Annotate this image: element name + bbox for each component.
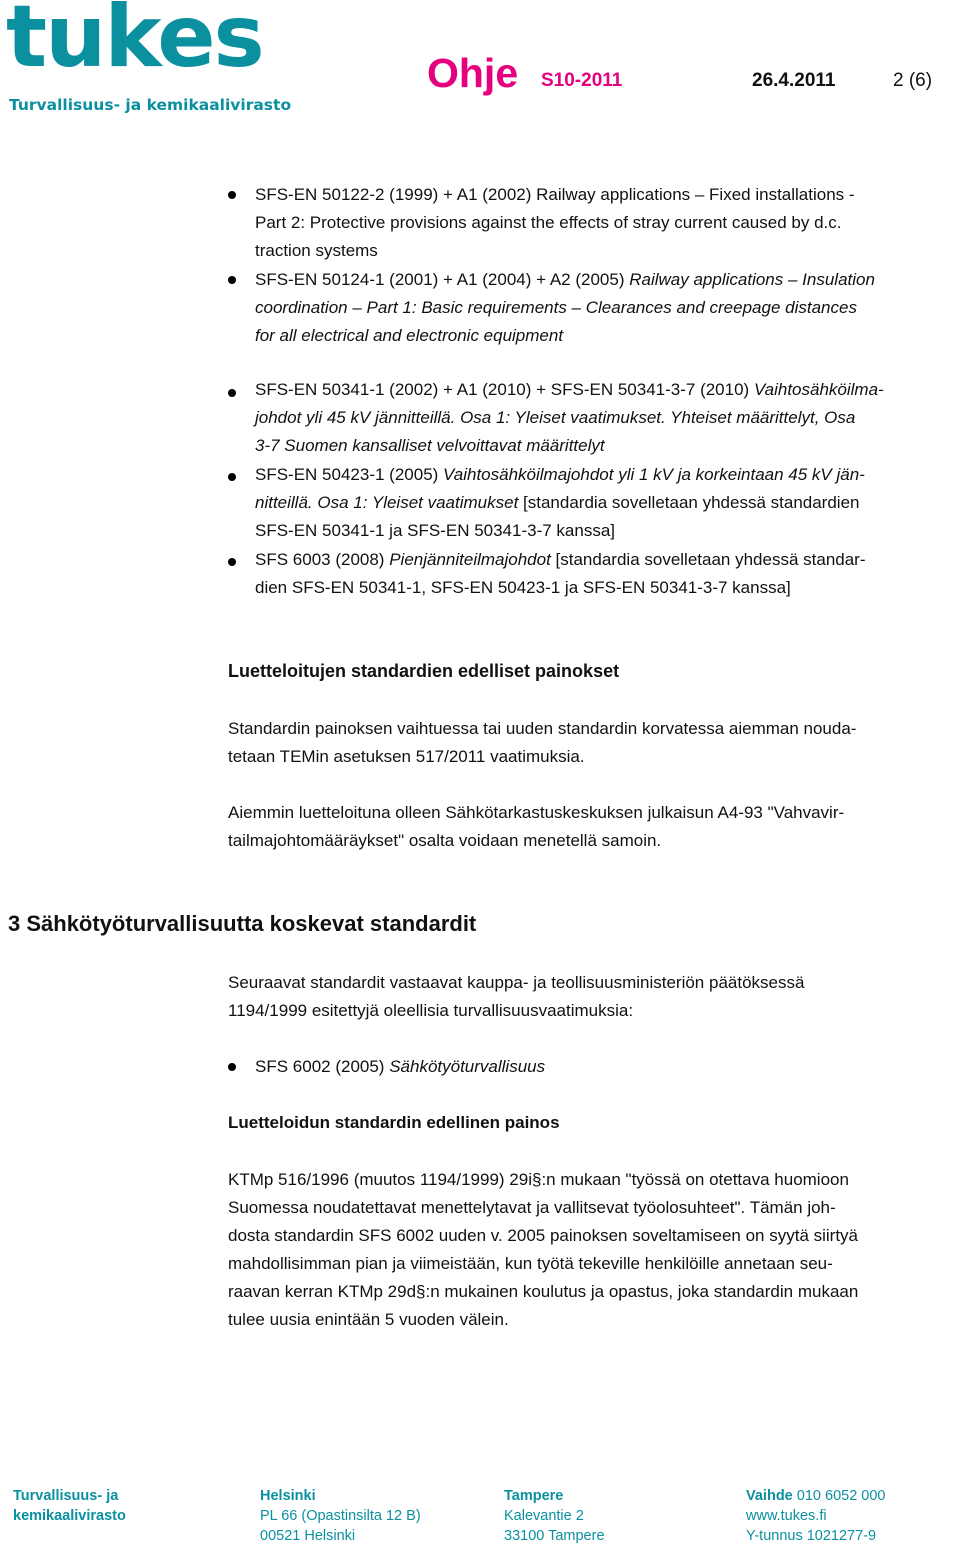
list-item-text: SFS-EN 50423-1 (2005) Vaihtosähköilmajohdot yli 1 kV ja korkeintaan 45 kV jän- — [255, 465, 865, 484]
doc-type: Ohje — [427, 50, 519, 96]
list-item-text: SFS 6003 (2008) Pienjänniteilmajohdot [standardia sovelletaan yhdessä standar- — [255, 550, 866, 569]
bullet-icon — [228, 191, 236, 199]
list-item-text: SFS-EN 50124-1 (2001) + A1 (2004) + A2 (2005) Railway applications – Insulation — [255, 270, 875, 289]
paragraph-line: Aiemmin luetteloituna olleen Sähkötarkastuskeskuksen julkaisun A4-93 "Vahvavir- — [228, 803, 845, 822]
paragraph-line: Standardin painoksen vaihtuessa tai uuden standardin korvatessa aiemman nouda- — [228, 719, 857, 738]
bullet-icon — [228, 473, 236, 481]
tukes-logo: tukes — [6, 0, 263, 87]
list-item-text: dien SFS-EN 50341-1, SFS-EN 50423-1 ja SFS-EN 50341-3-7 kanssa] — [255, 578, 791, 597]
paragraph-line: dosta standardin SFS 6002 uuden v. 2005 painoksen soveltamiseen on syytä siirtyä — [228, 1226, 859, 1245]
list-item-text: nitteillä. Osa 1: Yleiset vaatimukset [standardia sovelletaan yhdessä standardien — [255, 493, 860, 512]
list-item-text: coordination – Part 1: Basic requirements – Clearances and creepage distances — [255, 298, 857, 317]
bullet-icon — [228, 1063, 236, 1071]
list-item-text: SFS-EN 50122-2 (1999) + A1 (2002) Railway applications – Fixed installations - — [255, 185, 855, 204]
list-item-text: SFS-EN 50341-1 ja SFS-EN 50341-3-7 kanssa] — [255, 521, 616, 540]
paragraph-line: KTMp 516/1996 (muutos 1194/1999) 29i§:n mukaan "työssä on otettava huomioon — [228, 1170, 849, 1189]
paragraph-line: tetaan TEMin asetuksen 517/2011 vaatimuksia. — [228, 747, 585, 766]
paragraph-line: Seuraavat standardit vastaavat kauppa- ja teollisuusministeriön päätöksessä — [228, 973, 805, 992]
footer-helsinki: Helsinki PL 66 (Opastinsilta 12 B) 00521 Helsinki — [260, 1488, 421, 1544]
doc-date: 26.4.2011 — [752, 70, 836, 91]
section-heading: Luetteloitujen standardien edelliset painokset — [228, 661, 620, 681]
paragraph-line: tailmajohtomääräykset" osalta voidaan menetellä samoin. — [228, 831, 662, 850]
paragraph-line: mahdollisimman pian ja viimeistään, kun työtä tekeville henkilöille annetaan seu- — [228, 1254, 833, 1273]
list-item-text: Part 2: Protective provisions against the effects of stray current caused by d.c. — [255, 213, 842, 232]
list-item-text: johdot yli 45 kV jännitteillä. Osa 1: Yleiset vaatimukset. Yhteiset määrittelyt, Osa — [255, 408, 856, 427]
sub-heading: Luetteloidun standardin edellinen painos — [228, 1113, 560, 1132]
doc-code: S10-2011 — [541, 70, 623, 91]
list-item-text: for all electrical and electronic equipment — [255, 326, 564, 345]
chapter-heading: 3 Sähkötyöturvallisuutta koskevat standardit — [8, 911, 477, 936]
bullet-icon — [228, 276, 236, 284]
logo-subtitle: Turvallisuus- ja kemikaalivirasto — [9, 96, 292, 114]
paragraph-line: 1194/1999 esitettyjä oleellisia turvallisuusvaatimuksia: — [228, 1001, 634, 1020]
paragraph-line: Suomessa noudatettavat menettelytavat ja vallitsevat työolosuhteet". Tämän joh- — [228, 1198, 836, 1217]
website-link[interactable]: www.tukes.fi — [746, 1508, 827, 1524]
list-item-text: traction systems — [255, 241, 378, 260]
footer-contact: Vaihde 010 6052 000 www.tukes.fi Y-tunnus 1021277-9 — [746, 1488, 886, 1544]
page-number: 2 (6) — [893, 70, 933, 91]
bullet-icon — [228, 389, 236, 397]
list-item-text: SFS-EN 50341-1 (2002) + A1 (2010) + SFS-EN 50341-3-7 (2010) Vaihtosähköilma- — [255, 380, 884, 399]
list-item-text: 3-7 Suomen kansalliset velvoittavat määrittelyt — [255, 436, 605, 455]
paragraph-line: raavan kerran KTMp 29d§:n mukainen koulutus ja opastus, joka standardin mukaan — [228, 1282, 859, 1301]
footer-org: Turvallisuus- ja kemikaalivirasto — [13, 1488, 126, 1524]
list-item-text: SFS 6002 (2005) Sähkötyöturvallisuus — [255, 1057, 546, 1076]
bullet-icon — [228, 558, 236, 566]
paragraph-line: tulee uusia enintään 5 vuoden välein. — [228, 1310, 509, 1329]
footer-tampere: Tampere Kalevantie 2 33100 Tampere — [504, 1488, 605, 1544]
